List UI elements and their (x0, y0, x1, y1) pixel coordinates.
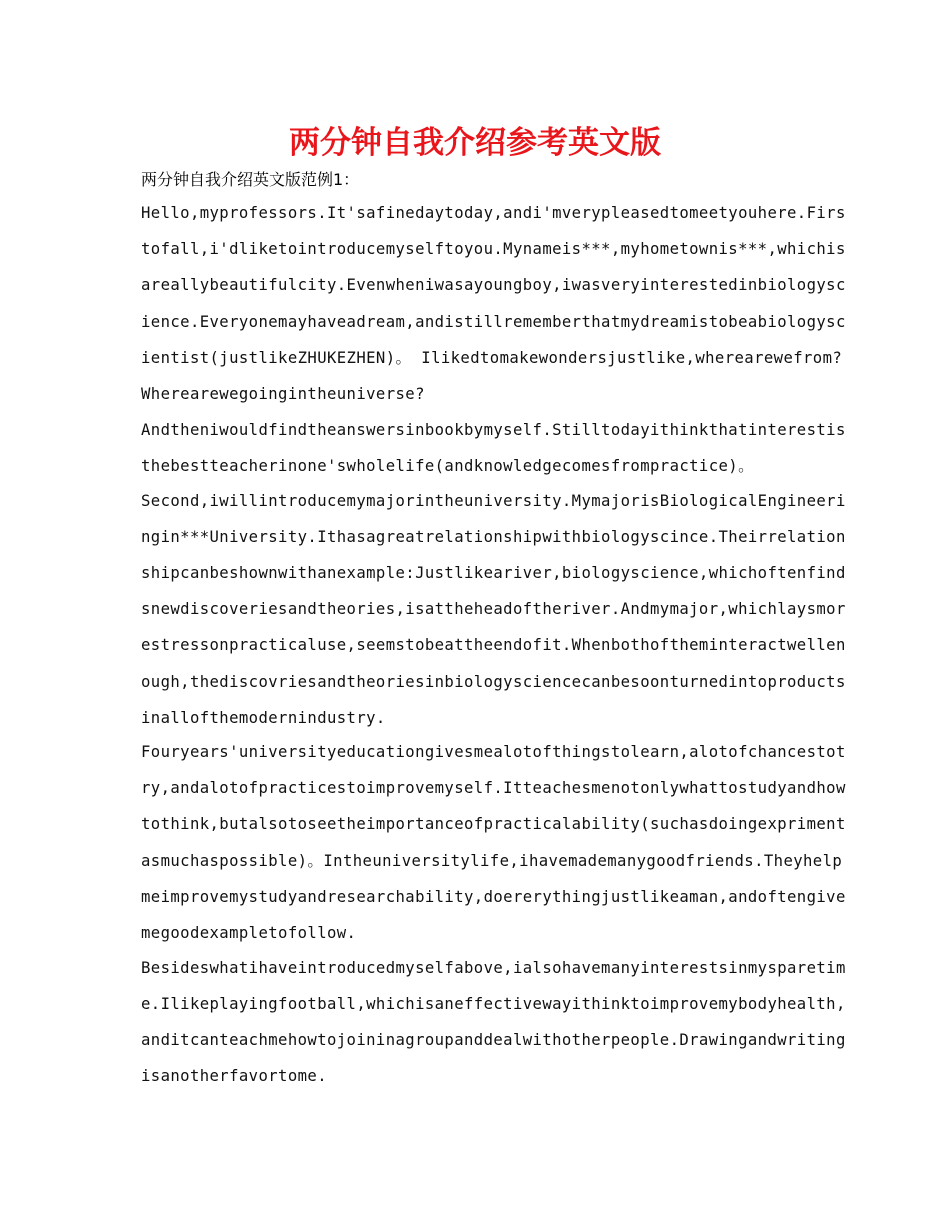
document-title: 两分钟自我介绍参考英文版 (289, 125, 661, 161)
body-line: ngin***University.Ithasagreatrelationshipwithbiologyscince.Theirrelation (141, 528, 846, 546)
body-line: tofall,i'dliketointroducemyselftoyou.Mynameis***,myhometownis***,whichis (141, 240, 846, 258)
body-line: areallybeautifulcity.Evenwheniwasayoungboy,iwasveryinterestedinbiologysc (141, 276, 846, 294)
body-line: Andtheniwouldfindtheanswersinbookbymyself.Stilltodayithinkthatinterestis (141, 421, 846, 439)
body-line: tothink,butalsotoseetheimportanceofpracticalability(suchasdoingexpriment (141, 815, 846, 833)
body-line: megoodexampletofollow. (141, 924, 357, 942)
body-line: ientist(justlikeZHUKEZHEN)。 Ilikedtomakewondersjustlike,wherearewefrom? (141, 349, 843, 367)
body-line: anditcanteachmehowtojoininagroupanddealwithotherpeople.Drawingandwriting (141, 1031, 846, 1049)
body-line: e.Ilikeplayingfootball,whichisaneffectivewayithinktoimprovemybodyhealth, (141, 995, 846, 1013)
body-line: Wherearewegoingintheuniverse? (141, 385, 425, 403)
body-line: shipcanbeshownwithanexample:Justlikeariver,biologyscience,whichoftenfind (141, 564, 846, 582)
body-line: asmuchaspossible)。Intheuniversitylife,ihavemademanygoodfriends.Theyhelp (141, 852, 843, 870)
body-line: estressonpracticaluse,seemstobeattheendofit.Whenbothoftheminteractwellen (141, 636, 846, 654)
body-line: thebestteacherinone'swholelife(andknowledgecomesfrompractice)。 (141, 457, 755, 475)
body-line: Second,iwillintroducemymajorintheuniversity.MymajorisBiologicalEngineeri (141, 492, 846, 510)
body-line: ience.Everyonemayhaveadream,andistillrememberthatmydreamistobeabiologysc (141, 313, 846, 331)
body-line: inallofthemodernindustry. (141, 709, 386, 727)
body-line: Fouryears'universityeducationgivesmealotofthingstolearn,alotofchancestot (141, 743, 846, 761)
body-line: meimprovemystudyandresearchability,doererythingjustlikeaman,andoftengive (141, 888, 846, 906)
body-line: isanotherfavortome. (141, 1067, 327, 1085)
body-line: ough,thediscovriesandtheoriesinbiologysciencecanbesoonturnedintoproducts (141, 673, 846, 691)
body-line: ry,andalotofpracticestoimprovemyself.Itteachesmenotonlywhattostudyandhow (141, 779, 846, 797)
body-line: Hello,myprofessors.It'safinedaytoday,andi'mverypleasedtomeetyouhere.Firs (141, 204, 846, 222)
example-heading: 两分钟自我介绍英文版范例1： (141, 170, 360, 189)
body-line: Besideswhatihaveintroducedmyselfabove,ialsohavemanyinterestsinmysparetim (141, 959, 846, 977)
body-line: snewdiscoveriesandtheories,isattheheadoftheriver.Andmymajor,whichlaysmor (141, 600, 846, 618)
